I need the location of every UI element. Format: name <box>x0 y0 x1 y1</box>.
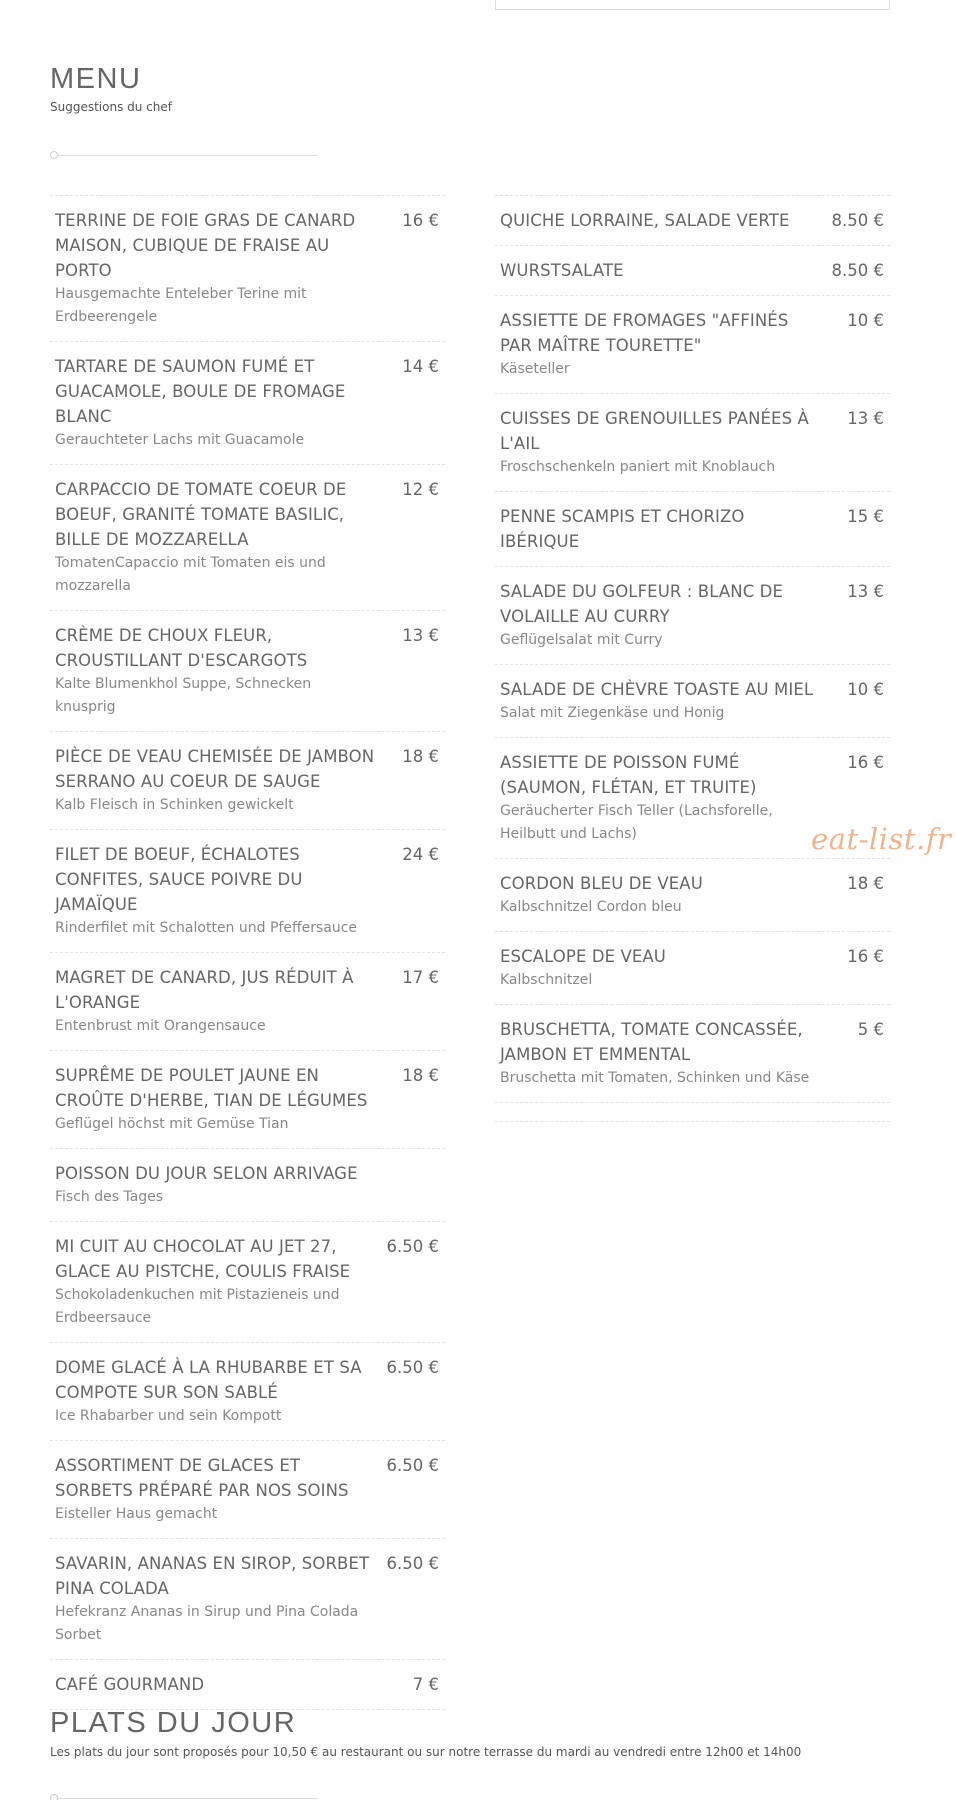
menu-item <box>50 1051 445 1149</box>
menu-item-price: 7 € <box>412 1675 439 1694</box>
menu-item-name: WURSTSALATE <box>500 261 624 280</box>
menu-separator <box>495 1103 890 1122</box>
menu-item <box>50 1343 445 1441</box>
menu-item-row <box>55 1355 439 1405</box>
menu-item-row <box>55 965 439 1015</box>
menu-item-name: QUICHE LORRAINE, SALADE VERTE <box>500 211 790 230</box>
menu-item-description: Ice Rhabarber und sein Kompott <box>55 1408 282 1424</box>
menu-item-name: SAVARIN, ANANAS EN SIROP, SORBET PINA COLADA <box>55 1554 370 1598</box>
menu-item-price: 8.50 € <box>831 261 884 280</box>
menu-item-name: TERRINE DE FOIE GRAS DE CANARD MAISON, CUBIQUE DE FRAISE AU PORTO <box>55 211 356 280</box>
menu-item-price: 18 € <box>847 874 884 893</box>
menu-item-description: TomatenCapaccio mit Tomaten eis und mozzarella <box>55 555 326 594</box>
menu-item-name: SUPRÊME DE POULET JAUNE EN CROÛTE D'HERBE, TIAN DE LÉGUMES <box>55 1066 368 1110</box>
menu-item-row <box>55 1453 439 1503</box>
menu-item-name: MAGRET DE CANARD, JUS RÉDUIT À L'ORANGE <box>55 968 354 1012</box>
menu-item <box>50 830 445 953</box>
menu-item-description: Schokoladenkuchen mit Pistazieneis und Erdbeersauce <box>55 1287 340 1326</box>
divider-line <box>58 155 318 156</box>
menu-item-row <box>500 308 884 358</box>
menu-item-name: TARTARE DE SAUMON FUMÉ ET GUACAMOLE, BOULE DE FROMAGE BLANC <box>55 357 346 426</box>
menu-item-name: SALADE DE CHÈVRE TOASTE AU MIEL <box>500 680 814 699</box>
menu-item <box>495 567 890 665</box>
menu-item-name: MI CUIT AU CHOCOLAT AU JET 27, GLACE AU PISTCHE, COULIS FRAISE <box>55 1237 351 1281</box>
top-panel-edge <box>495 0 890 10</box>
menu-item-name: ASSIETTE DE FROMAGES "AFFINÉS PAR MAÎTRE TOURETTE" <box>500 311 789 355</box>
menu-item <box>50 732 445 830</box>
menu-item-price: 8.50 € <box>831 211 884 230</box>
divider-dot-icon <box>50 151 58 159</box>
menu-item-price: 24 € <box>402 845 439 864</box>
menu-item <box>495 246 890 296</box>
menu-item <box>495 196 890 246</box>
menu-subtitle: Suggestions du chef <box>50 100 172 114</box>
menu-item-name: DOME GLACÉ À LA RHUBARBE ET SA COMPOTE SUR SON SABLÉ <box>55 1358 362 1402</box>
plats-subtitle: Les plats du jour sont proposés pour 10,50 € au restaurant ou sur notre terrasse du mardi au vendredi entre 12h00 et 14h00 <box>50 1745 802 1759</box>
menu-column-right <box>495 195 890 1122</box>
menu-item-name: ASSORTIMENT DE GLACES ET SORBETS PRÉPARÉ PAR NOS SOINS <box>55 1456 349 1500</box>
menu-divider <box>50 151 318 159</box>
menu-item-row <box>500 1017 884 1067</box>
menu-item <box>50 1222 445 1343</box>
menu-item-description: Kalb Fleisch in Schinken gewickelt <box>55 797 294 813</box>
plats-divider <box>50 1794 318 1800</box>
menu-item <box>50 611 445 732</box>
menu-item-price: 6.50 € <box>386 1237 439 1256</box>
menu-item <box>50 1149 445 1222</box>
menu-item-description: Kalbschnitzel <box>500 972 593 988</box>
menu-item-price: 16 € <box>847 753 884 772</box>
menu-item-name: SALADE DU GOLFEUR : BLANC DE VOLAILLE AU CURRY <box>500 582 784 626</box>
menu-item <box>50 196 445 342</box>
menu-item <box>50 953 445 1051</box>
menu-item-row <box>55 842 439 917</box>
menu-item-price: 6.50 € <box>386 1358 439 1377</box>
menu-item <box>50 1660 445 1710</box>
menu-item-price: 13 € <box>402 626 439 645</box>
menu-title: MENU <box>50 63 142 95</box>
menu-item-price: 16 € <box>402 211 439 230</box>
divider-line <box>58 1798 318 1799</box>
menu-item-description: Rinderfilet mit Schalotten und Pfeffersauce <box>55 920 358 936</box>
menu-column-left <box>50 195 445 1710</box>
menu-item-name: FILET DE BOEUF, ÉCHALOTES CONFITES, SAUCE POIVRE DU JAMAÏQUE <box>55 845 303 914</box>
divider-dot-icon <box>50 1794 58 1800</box>
menu-item <box>50 1539 445 1660</box>
menu-item-row <box>55 477 439 552</box>
menu-item <box>495 296 890 394</box>
menu-item-row <box>55 1672 439 1697</box>
menu-item-row <box>500 579 884 629</box>
menu-item-row <box>500 504 884 554</box>
menu-item-price: 18 € <box>402 1066 439 1085</box>
menu-item-name: CAFÉ GOURMAND <box>55 1675 205 1694</box>
menu-item-name: POISSON DU JOUR SELON ARRIVAGE <box>55 1164 358 1183</box>
menu-item-description: Geräucherter Fisch Teller (Lachsforelle, Heilbutt und Lachs) <box>500 803 773 842</box>
menu-item-row <box>55 1234 439 1284</box>
plats-title: PLATS DU JOUR <box>50 1707 297 1739</box>
menu-item <box>495 394 890 492</box>
menu-item <box>495 665 890 738</box>
menu-item <box>495 492 890 567</box>
menu-item-name: CUISSES DE GRENOUILLES PANÉES À L'AIL <box>500 409 809 453</box>
menu-item-row <box>500 208 884 233</box>
menu-item-name: PENNE SCAMPIS ET CHORIZO IBÉRIQUE <box>500 507 745 551</box>
menu-item-row <box>55 354 439 429</box>
menu-item-description: Bruschetta mit Tomaten, Schinken und Käse <box>500 1070 810 1086</box>
menu-item-description: Hausgemachte Enteleber Terine mit Erdbeerengele <box>55 286 307 325</box>
menu-item-row <box>55 1551 439 1601</box>
menu-item-price: 14 € <box>402 357 439 376</box>
menu-item-price: 5 € <box>857 1020 884 1039</box>
menu-item-name: PIÈCE DE VEAU CHEMISÉE DE JAMBON SERRANO AU COEUR DE SAUGE <box>55 747 375 791</box>
menu-item-price: 16 € <box>847 947 884 966</box>
menu-item-row <box>55 623 439 673</box>
menu-item-row <box>55 1161 439 1186</box>
menu-item-price: 18 € <box>402 747 439 766</box>
menu-item-row <box>500 871 884 896</box>
menu-item-name: ASSIETTE DE POISSON FUMÉ (SAUMON, FLÉTAN, ET TRUITE) <box>500 753 757 797</box>
menu-item <box>50 1441 445 1539</box>
menu-item-description: Gerauchteter Lachs mit Guacamole <box>55 432 305 448</box>
menu-item-price: 6.50 € <box>386 1554 439 1573</box>
menu-item-description: Salat mit Ziegenkäse und Honig <box>500 705 725 721</box>
watermark-logo: eat-list.fr <box>811 822 952 856</box>
menu-item <box>50 342 445 465</box>
menu-item <box>50 465 445 611</box>
menu-item-description: Geflügelsalat mit Curry <box>500 632 663 648</box>
menu-item-description: Geflügel höchst mit Gemüse Tian <box>55 1116 289 1132</box>
menu-item-name: CRÈME DE CHOUX FLEUR, CROUSTILLANT D'ESCARGOTS <box>55 626 308 670</box>
menu-item-name: CARPACCIO DE TOMATE COEUR DE BOEUF, GRANITÉ TOMATE BASILIC, BILLE DE MOZZARELLA <box>55 480 347 549</box>
menu-item-name: BRUSCHETTA, TOMATE CONCASSÉE, JAMBON ET EMMENTAL <box>500 1020 803 1064</box>
menu-item-price: 17 € <box>402 968 439 987</box>
menu-item-price: 10 € <box>847 680 884 699</box>
menu-item-name: CORDON BLEU DE VEAU <box>500 874 703 893</box>
menu-item-price: 13 € <box>847 582 884 601</box>
menu-item-price: 6.50 € <box>386 1456 439 1475</box>
menu-item-description: Kalbschnitzel Cordon bleu <box>500 899 682 915</box>
menu-item-description: Käseteller <box>500 361 570 377</box>
menu-item-description: Froschschenkeln paniert mit Knoblauch <box>500 459 776 475</box>
menu-item-row <box>500 406 884 456</box>
menu-item-row <box>500 677 884 702</box>
menu-item-price: 13 € <box>847 409 884 428</box>
menu-item-name: ESCALOPE DE VEAU <box>500 947 666 966</box>
menu-item-description: Fisch des Tages <box>55 1189 164 1205</box>
menu-item-row <box>55 744 439 794</box>
menu-item-row <box>500 750 884 800</box>
menu-item-price: 12 € <box>402 480 439 499</box>
menu-item-description: Eisteller Haus gemacht <box>55 1506 218 1522</box>
menu-item-description: Kalte Blumenkhol Suppe, Schnecken knusprig <box>55 676 312 715</box>
menu-item-row <box>55 1063 439 1113</box>
menu-item-row <box>500 258 884 283</box>
menu-item-row <box>55 208 439 283</box>
menu-item-row <box>500 944 884 969</box>
menu-item-price: 15 € <box>847 507 884 526</box>
menu-item-price: 10 € <box>847 311 884 330</box>
menu-item <box>495 932 890 1005</box>
menu-item <box>495 1005 890 1103</box>
menu-item-description: Entenbrust mit Orangensauce <box>55 1018 266 1034</box>
menu-item <box>495 859 890 932</box>
menu-item-description: Hefekranz Ananas in Sirup und Pina Colada Sorbet <box>55 1604 359 1643</box>
